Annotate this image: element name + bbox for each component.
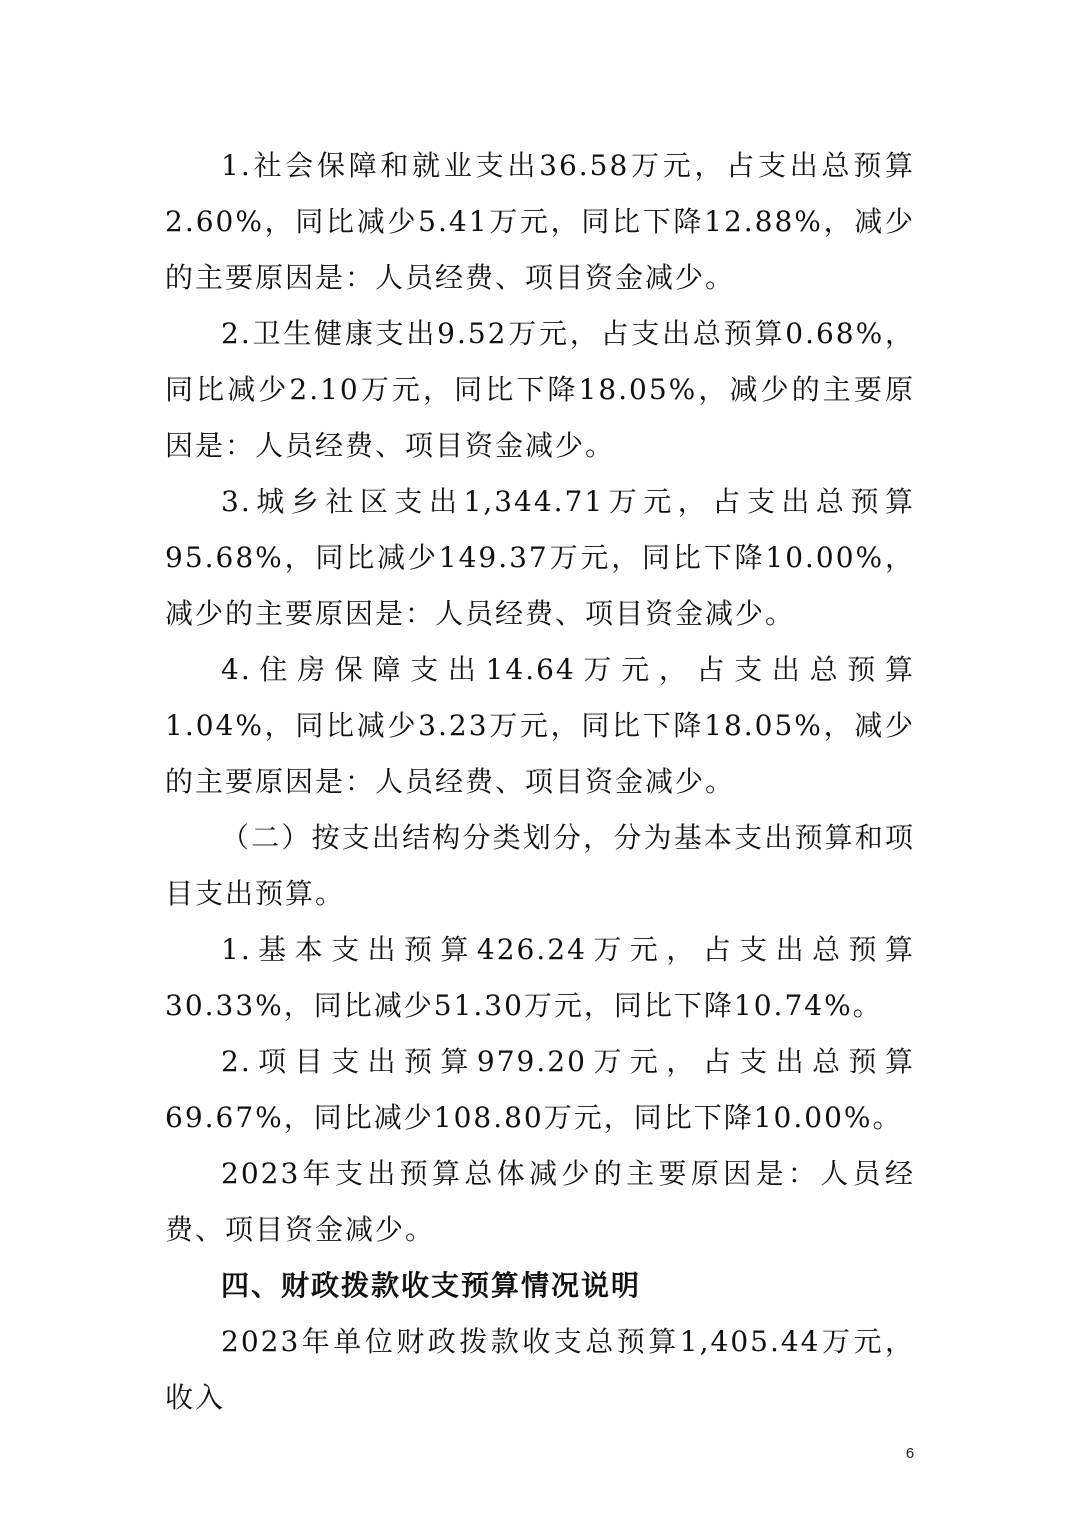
document-body [165, 138, 915, 1426]
section-heading: 四、财政拨款收支预算情况说明 [221, 1269, 642, 1302]
paragraph-project-expenditure: 2.项目支出预算979.20万元，占支出总预算69.67%，同比减少108.80万元，同比下降10.00%。 [165, 1045, 915, 1134]
paragraph-fiscal-total: 2023年单位财政拨款收支总预算1,405.44万元，收入 [165, 1325, 915, 1414]
paragraph-structure-classification: （二）按支出结构分类划分，分为基本支出预算和项目支出预算。 [165, 821, 915, 910]
paragraph-overall-reason: 2023年支出预算总体减少的主要原因是：人员经费、项目资金减少。 [165, 1157, 915, 1246]
paragraph-health: 2.卫生健康支出9.52万元，占支出总预算0.68%，同比减少2.10万元，同比下降18.05%，减少的主要原因是：人员经费、项目资金减少。 [165, 317, 915, 462]
paragraph-housing: 4.住房保障支出14.64万元，占支出总预算1.04%，同比减少3.23万元，同比下降18.05%，减少的主要原因是：人员经费、项目资金减少。 [165, 653, 915, 798]
page-number: 6 [905, 1445, 915, 1462]
paragraph-urban-rural: 3.城乡社区支出1,344.71万元，占支出总预算95.68%，同比减少149.37万元，同比下降10.00%，减少的主要原因是：人员经费、项目资金减少。 [165, 485, 915, 630]
paragraph-social-security: 1.社会保障和就业支出36.58万元，占支出总预算2.60%，同比减少5.41万元，同比下降12.88%，减少的主要原因是：人员经费、项目资金减少。 [165, 149, 915, 294]
paragraph-basic-expenditure: 1.基本支出预算426.24万元，占支出总预算30.33%，同比减少51.30万元，同比下降10.74%。 [165, 933, 915, 1022]
